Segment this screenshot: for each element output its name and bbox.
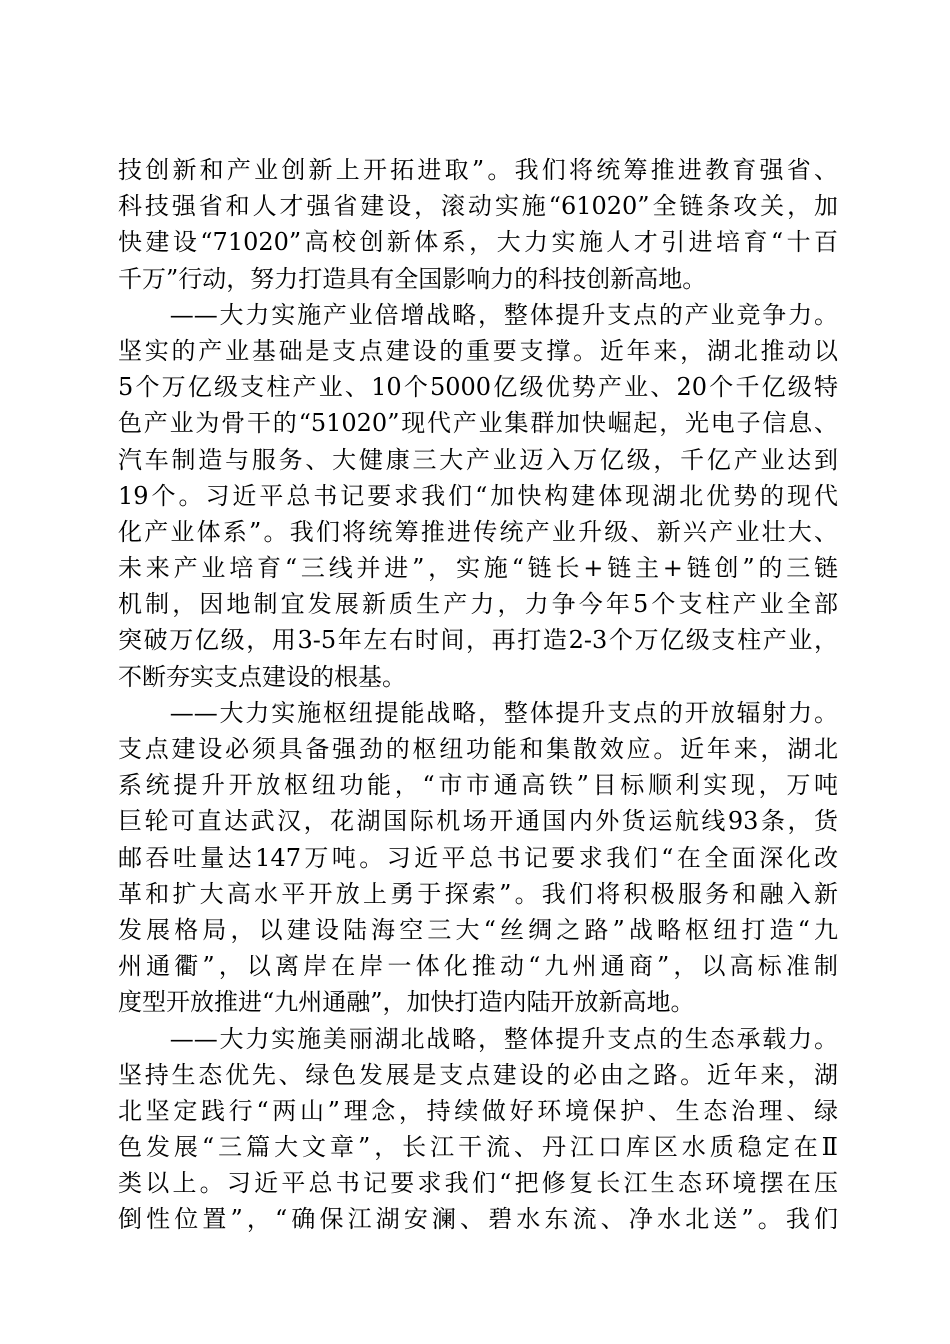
text-line: 革和扩大高水平开放上勇于探索”。我们将积极服务和融入新 [118,879,838,908]
text-line: 坚实的产业基础是支点建设的重要支撑。近年来，湖北推动以 [118,336,838,365]
text-line: 色发展“三篇大文章”，长江干流、丹江口库区水质稳定在Ⅱ [118,1133,838,1162]
text-line: 类以上。习近平总书记要求我们“把修复长江生态环境摆在压 [118,1169,838,1198]
text-line: ——大力实施产业倍增战略，整体提升支点的产业竞争力。 [118,300,838,329]
text-line: 发展格局，以建设陆海空三大“丝绸之路”战略枢纽打造“九 [118,915,838,944]
text-line: ——大力实施美丽湖北战略，整体提升支点的生态承载力。 [118,1024,838,1053]
text-line: 系统提升开放枢纽功能，“市市通高铁”目标顺利实现，万吨 [118,771,838,800]
text-line: 未来产业培育“三线并进”，实施“链长+链主+链创”的三链 [118,554,838,583]
text-line: 巨轮可直达武汉，花湖国际机场开通国内外货运航线93条，货 [118,807,838,836]
text-line: 机制，因地制宜发展新质生产力，力争今年5个支柱产业全部 [118,590,838,619]
text-line: 邮吞吐量达147万吨。习近平总书记要求我们“在全面深化改 [118,843,838,872]
body-text [118,152,838,1238]
text-line: 汽车制造与服务、大健康三大产业迈入万亿级，千亿产业达到 [118,445,838,474]
text-line: 支点建设必须具备强劲的枢纽功能和集散效应。近年来，湖北 [118,735,838,763]
text-line: 技创新和产业创新上开拓进取”。我们将统筹推进教育强省、 [118,156,838,184]
text-line: 5个万亿级支柱产业、10个5000亿级优势产业、20个千亿级特 [118,373,838,402]
text-line: 倒性位置”，“确保江湖安澜、碧水东流、净水北送”。我们 [118,1205,838,1234]
text-line: 北坚定践行“两山”理念，持续做好环境保护、生态治理、绿 [118,1096,838,1125]
text-line: 千万”行动，努力打造具有全国影响力的科技创新高地。 [118,264,707,293]
text-line: 不断夯实支点建设的根基。 [118,662,406,691]
text-line: 州通衢”，以离岸在岸一体化推动“九州通商”，以高标准制 [118,952,838,981]
text-line: 化产业体系”。我们将统筹推进传统产业升级、新兴产业壮大、 [118,517,838,546]
text-line: ——大力实施枢纽提能战略，整体提升支点的开放辐射力。 [118,698,838,727]
text-line: 快建设“71020”高校创新体系，大力实施人才引进培育“十百 [118,228,838,257]
text-line: 色产业为骨干的“51020”现代产业集群加快崛起，光电子信息、 [118,409,838,438]
text-line: 19个。习近平总书记要求我们“加快构建体现湖北优势的现代 [118,481,838,510]
text-line: 突破万亿级，用3-5年左右时间，再打造2-3个万亿级支柱产业， [118,626,838,655]
text-line: 坚持生态优先、绿色发展是支点建设的必由之路。近年来，湖 [118,1060,838,1089]
text-line: 度型开放推进“九州通融”，加快打造内陆开放新高地。 [118,988,695,1017]
text-line: 科技强省和人才强省建设，滚动实施“61020”全链条攻关，加 [118,192,838,221]
